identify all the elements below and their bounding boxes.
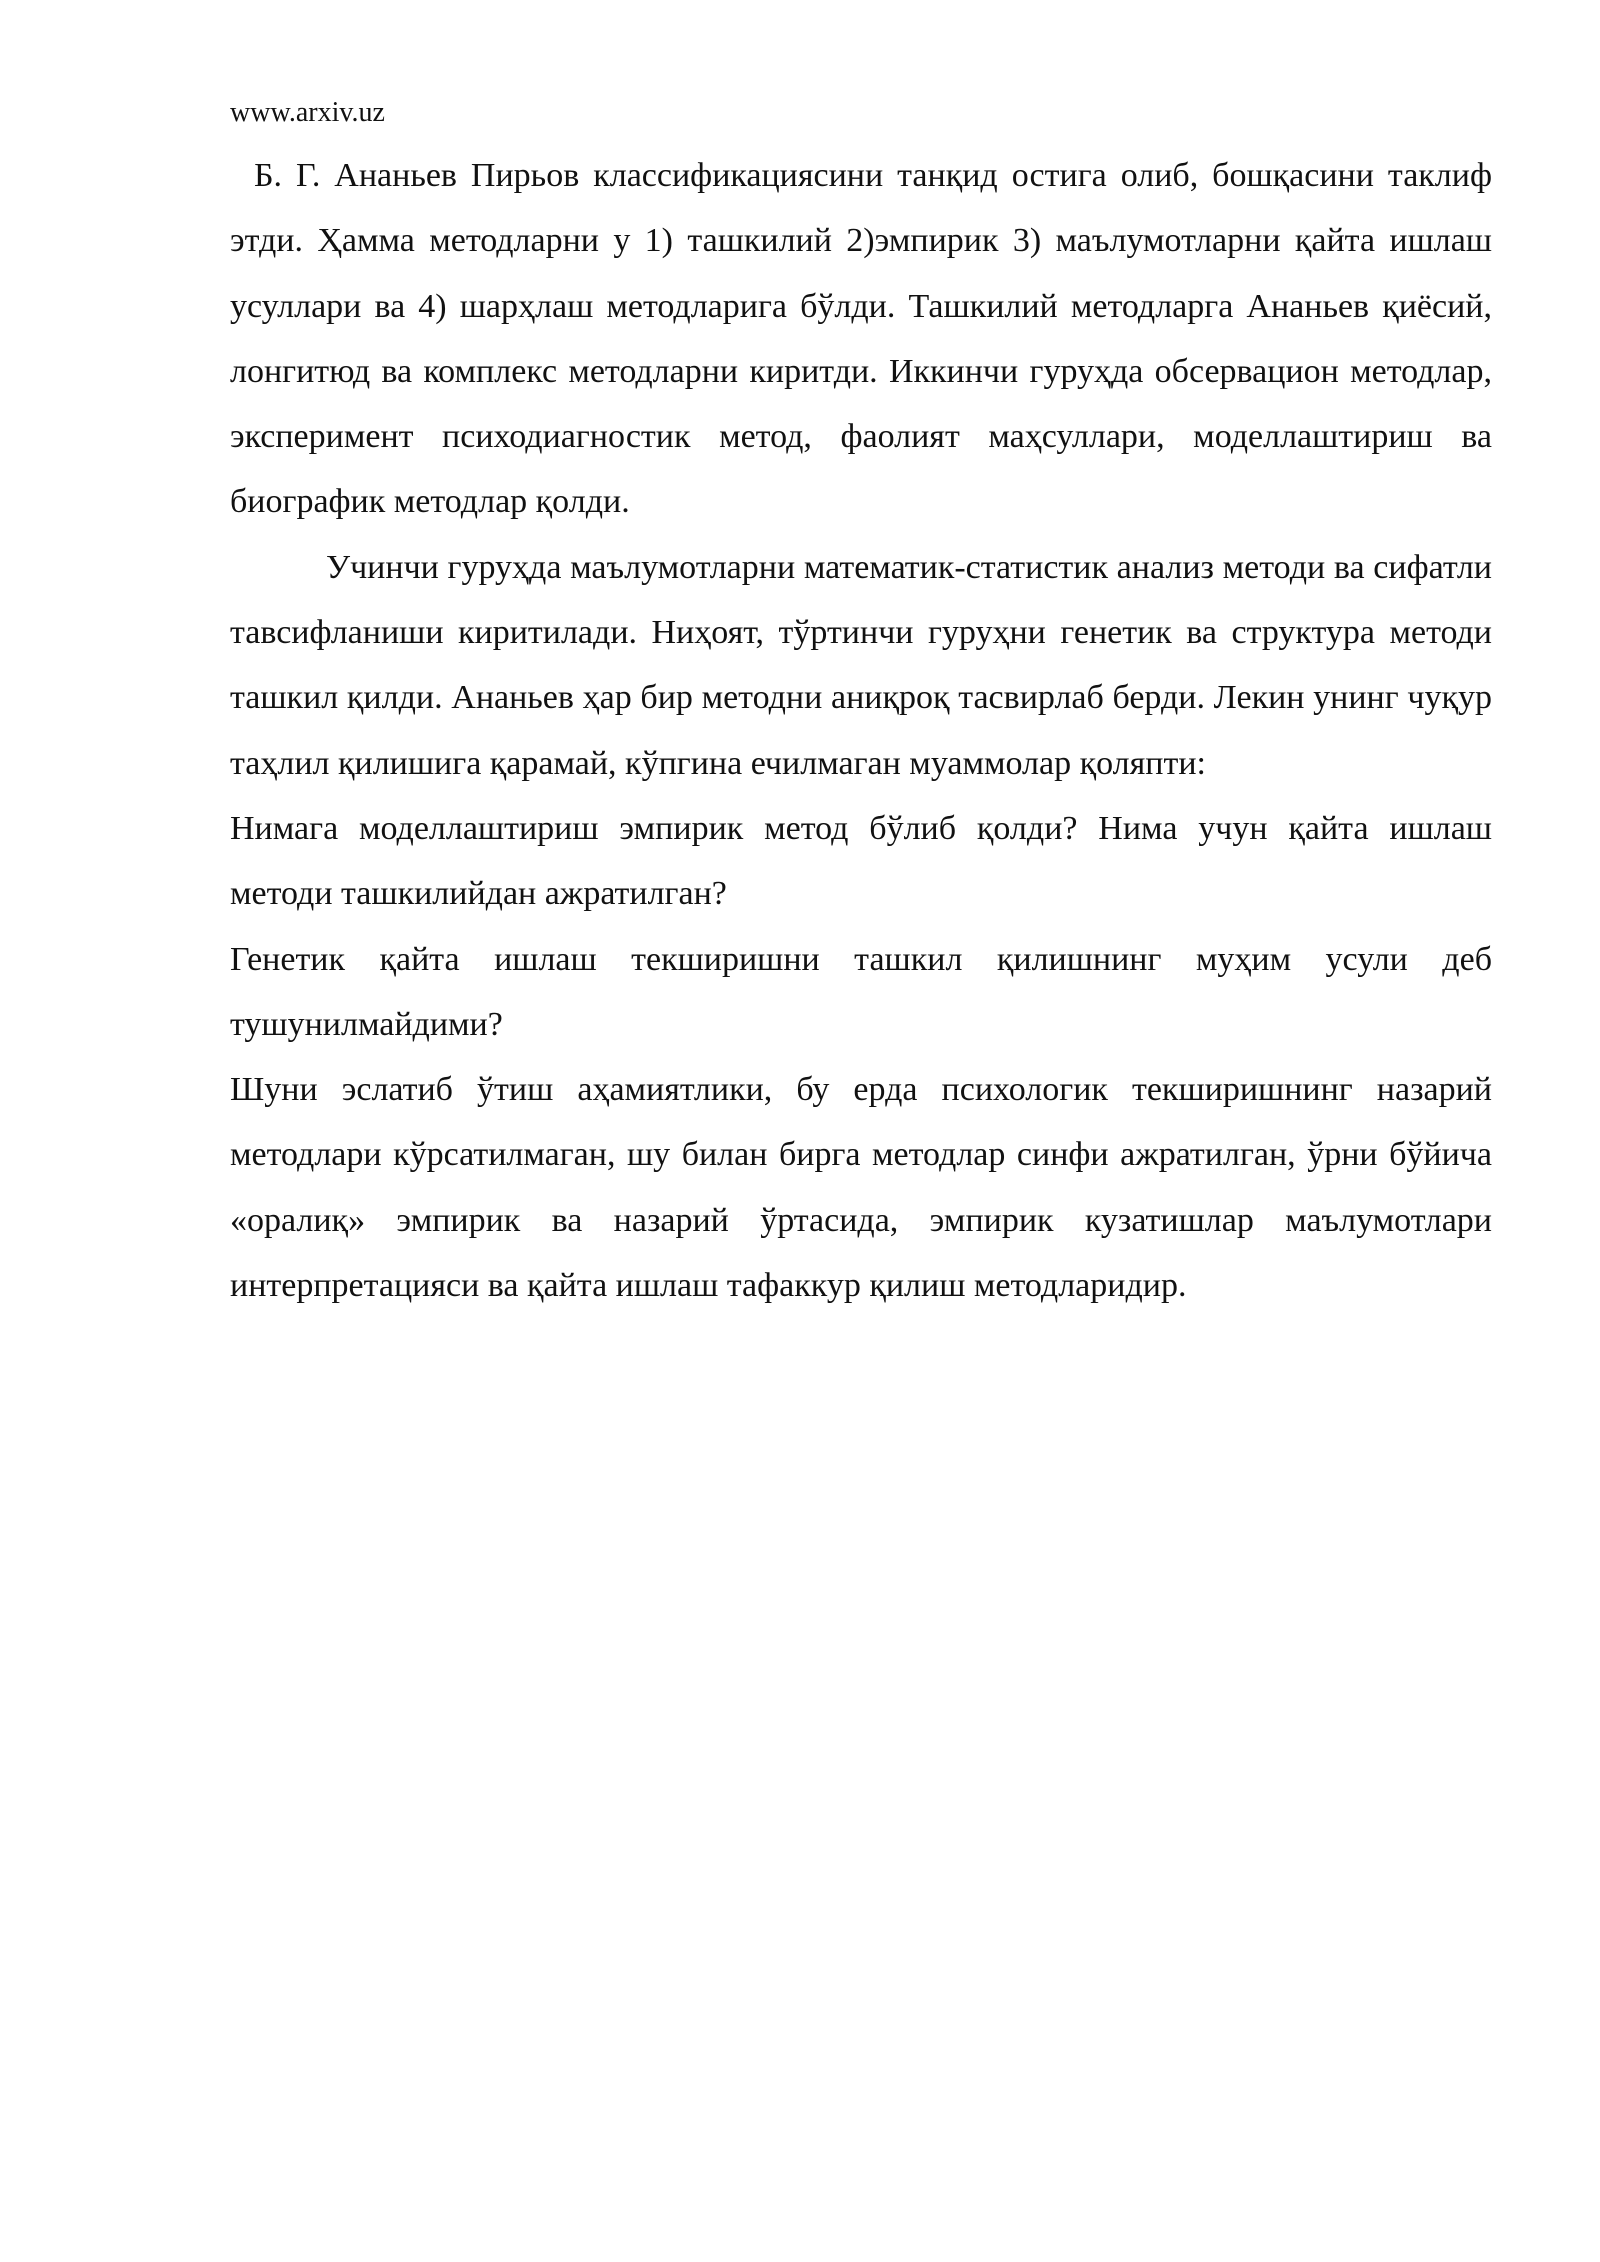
paragraph-2: Учинчи гуруҳда маълумотларни математик-статистик анализ методи ва сифатли тавсифланиши киритилади. Ниҳоят, тўртинчи гуруҳни генетик ва структура методи ташкил қилди. Ананьев ҳар бир методни аниқроқ тасвирлаб берди. Лекин унинг чуқур таҳлил қилишига қарамай, кўпгина ечилмаган муаммолар қоляпти: xyxy=(230,548,1492,782)
paragraph-5: Шуни эслатиб ўтиш аҳамиятлики, бу ерда психологик текширишнинг назарий методлари кўрсатилмаган, шу билан бирга методлар синфи ажратилган, ўрни бўйича «оралиқ» эмпирик ва назарий ўртасида, эмпирик кузатишлар маълумотлари интерпретацияси ва қайта ишлаш тафаккур қилиш методларидир. xyxy=(230,1071,1492,1305)
paragraph-3: Нимага моделлаштириш эмпирик метод бўлиб қолди? Нима учун қайта ишлаш методи ташкилийдан ажратилган? xyxy=(230,809,1492,913)
paragraph-1: Б. Г. Ананьев Пирьов классификациясини танқид остига олиб, бошқасини таклиф этди. Ҳамма методларни у 1) ташкилий 2)эмпирик 3) маълумотларни қайта ишлаш усуллари ва 4) шарҳлаш методларига бўлди. Ташкилий методларга Ананьев қиёсий, лонгитюд ва комплекс методларни киритди. Иккинчи гуруҳда обсервацион методлар, эксперимент психодиагностик метод, фаолият маҳсуллари, моделлаштириш ва биографик методлар қолди. xyxy=(230,157,1492,521)
document-body xyxy=(230,143,1492,1318)
header-site-url: www.arxiv.uz xyxy=(230,97,385,128)
paragraph-4: Генетик қайта ишлаш текширишни ташкил қилишнинг муҳим усули деб тушунилмайдими? xyxy=(230,940,1492,1043)
